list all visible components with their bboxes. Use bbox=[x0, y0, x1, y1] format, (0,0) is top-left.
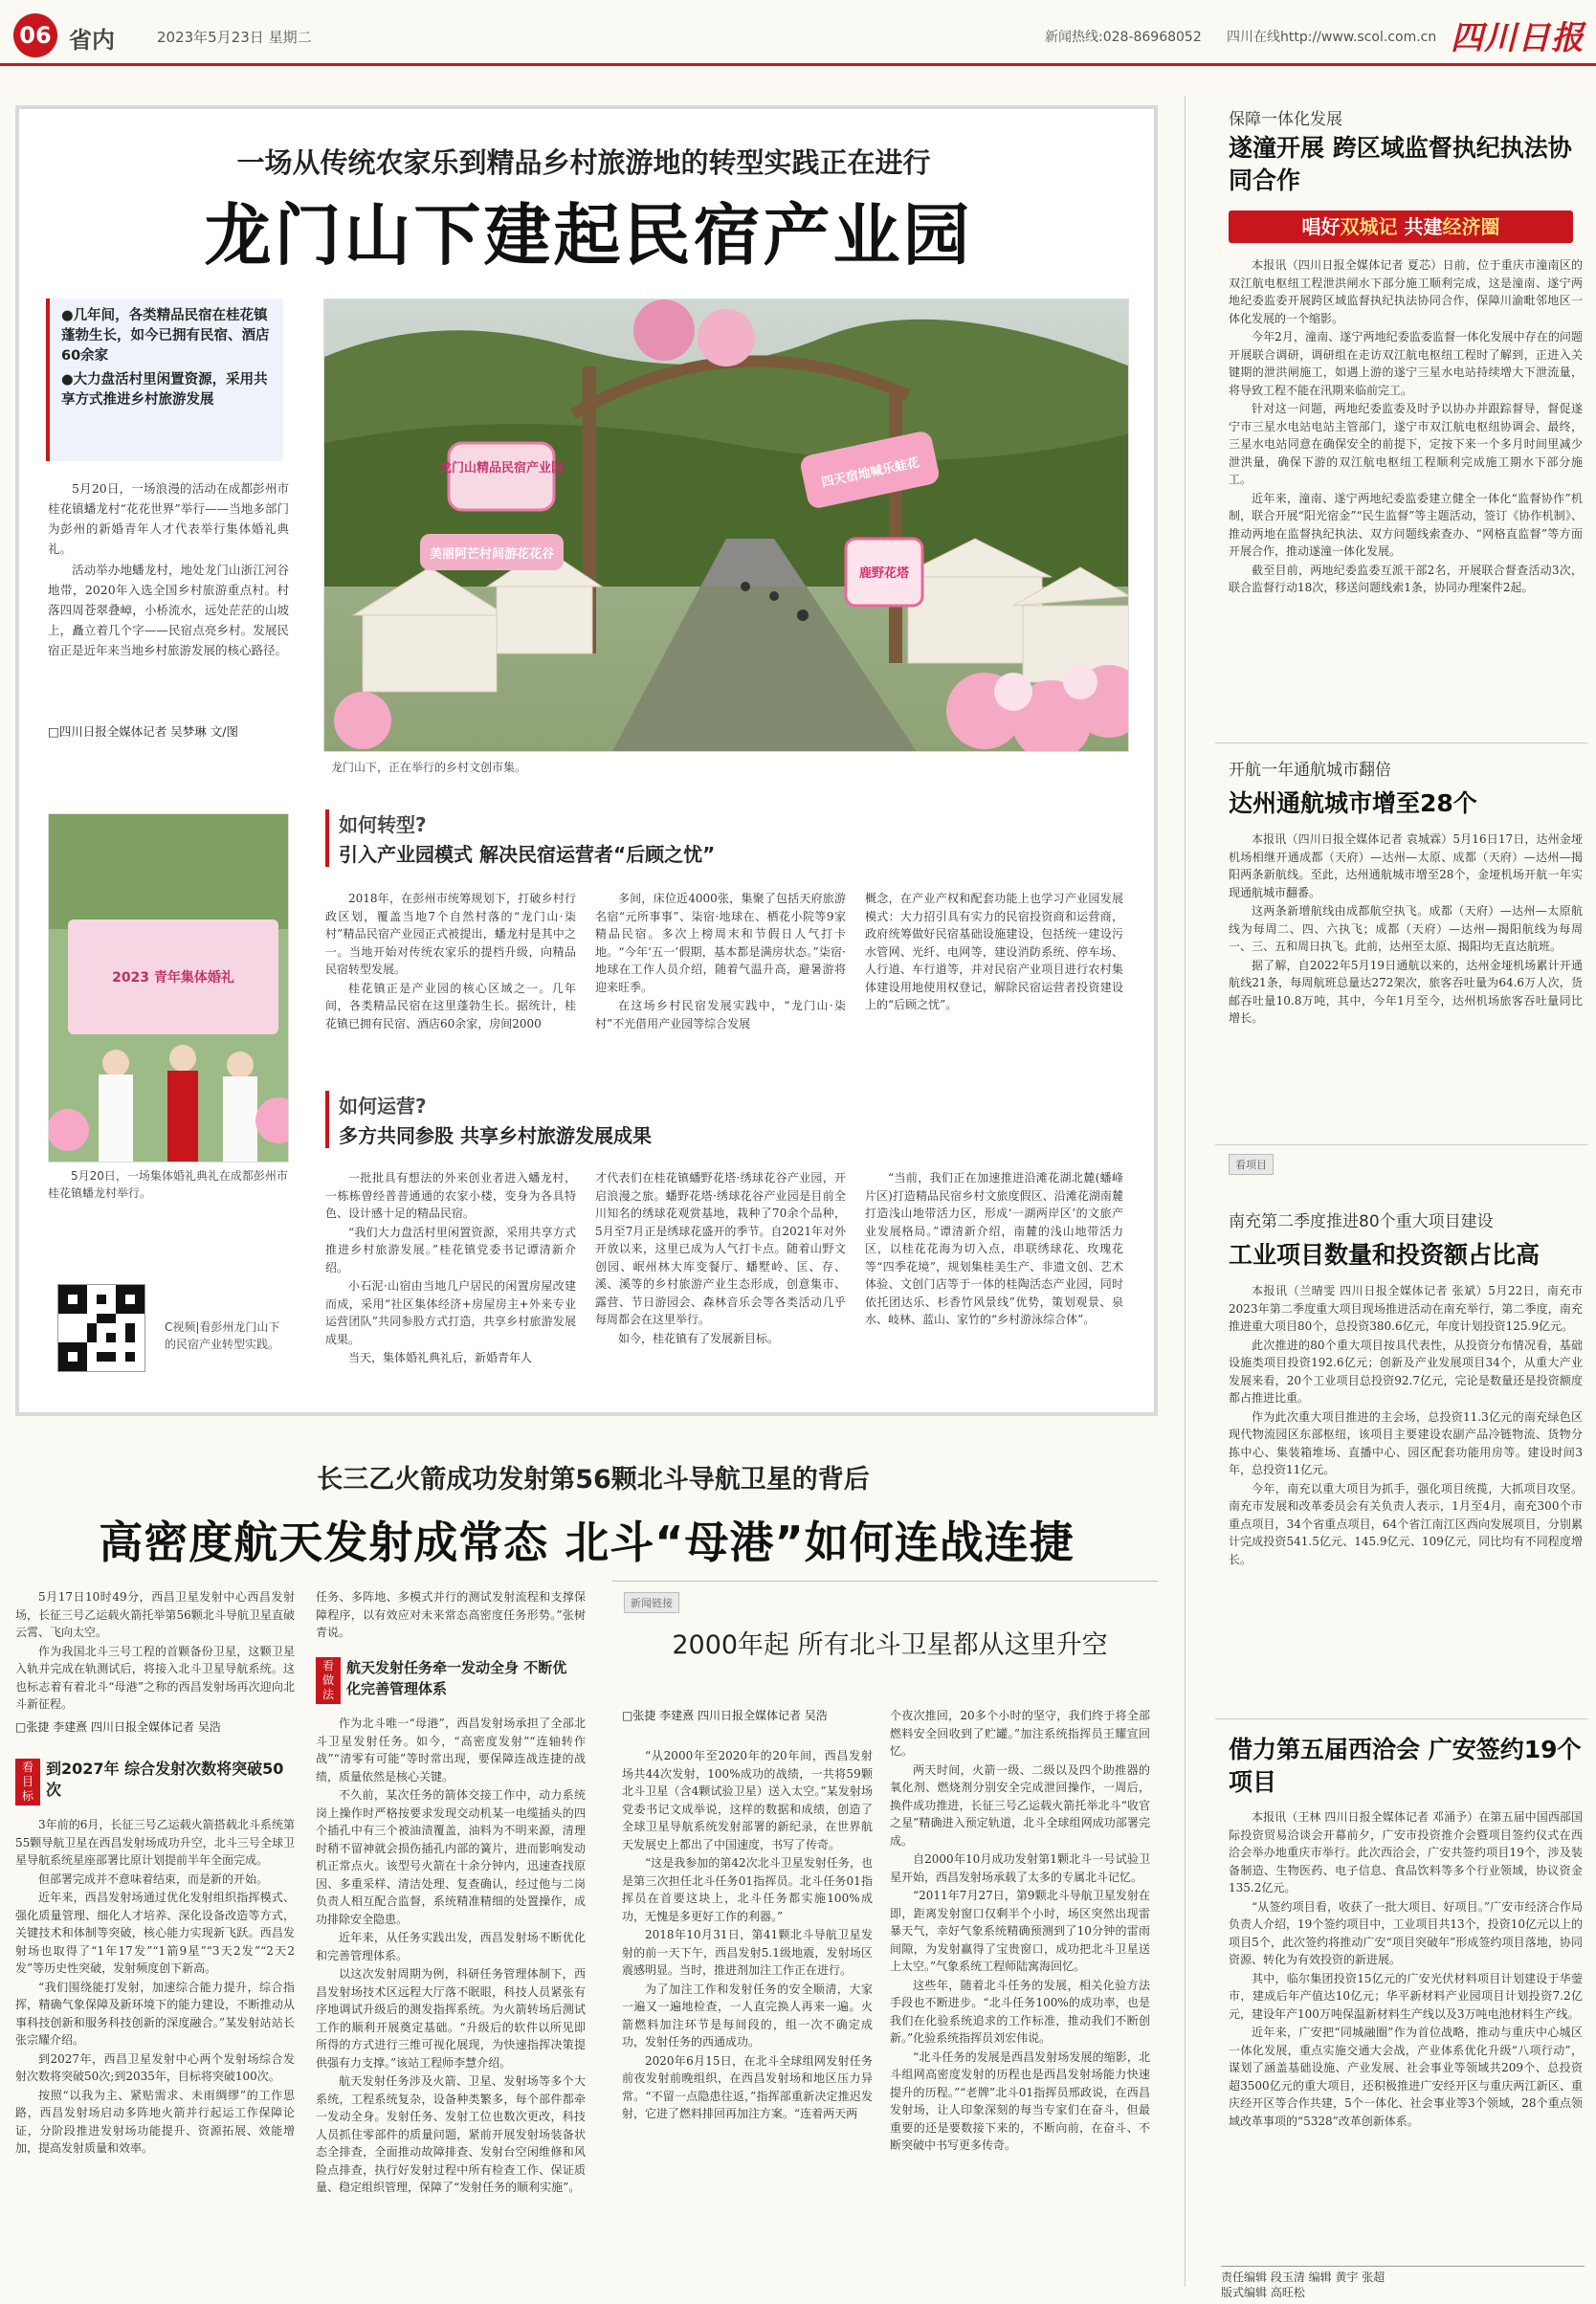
news-link-byline: □张捷 李建熹 四川日报全媒体记者 吴浩 bbox=[622, 1709, 828, 1722]
beidou-byline: □张捷 李建熹 四川日报全媒体记者 吴浩 bbox=[15, 1720, 221, 1734]
article-title: 达州通航城市增至28个 bbox=[1229, 789, 1477, 817]
body-column: 一批批具有想法的外来创业者进入蟠龙村，一栋栋曾经普普通通的农家小楼，变身为各具特色、设计感十足的精品民宿。 “我们大力盘活村里闲置资源，采用共享方式推进乡村旅游发展。”桂花镇党委书记谭清新介绍。 小石泥·山宿由当地几户居民的闲置房屋改建而成，采用“社区集体经济+房屋房主+外来专业运营团队”共同参股方式打造，共享乡村旅游发展成果。 当天，集体婚礼典礼后，新婚青年人 bbox=[325, 1171, 576, 1364]
feature-intro: 5月20日，一场浪漫的活动在成都彭州市桂花镇蟠龙村“花花世界”举行——当地多部门为彭州的新婚青年人才代表举行集体婚礼典礼。 活动举办地蟠龙村，地处龙门山浙江河谷地带，2020年入选全国乡村旅游重点村。村落四周苍翠叠嶂，小桥流水，远处茫茫的山坡上，矗立着几个字——民宿点亮乡村。发展民宿正是近年来当地乡村旅游发展的核心路径。 bbox=[48, 481, 289, 657]
subhead-method bbox=[316, 1657, 586, 1704]
article-body: 本报讯（兰晴雯 四川日报全媒体记者 张斌）5月22日，南充市2023年第二季度重大项目现场推进活动在南充举行，第二季度，南充推进重大项目80个，总投资380.6亿元，年度计划投资125.9亿元。 此次推进的80个重大项目按具代表性，从投资分布情况看，基础设施类项目投资192.6亿元；创新及产业发展项目34个，从重大产业发展来看，20个工业项目总投资92.7亿元，完论是数量还是投资额度都占推进比重。 作为此次重大项目推进的主会场，总投资11.3亿元的南充绿色区现代物流园区东部枢纽，该项目主要建设农副产品冷链物流、货物分拣中心、集装箱堆场、直播中心、园区配套功能用房等。建设时间3年，总投资11亿元。 今年，南充以重大项目为抓手，强化项目统揽，大抓项目攻坚。南充市发展和改革委员会有关负责人表示，1月至4月，南充300个市重点项目，34个省重点项目，64个省江南江区西向发展项目，分别累计完成投资541.5亿元、145.9亿元、109亿元，同比均有不同程度增长。 bbox=[1229, 1284, 1583, 1566]
qr-caption: C视频|看彭州龙门山下的民宿产业转型实践。 bbox=[165, 1320, 280, 1351]
wedding-caption: 5月20日，一场集体婚礼典礼在成都彭州市桂花镇蟠龙村举行。 bbox=[48, 1169, 288, 1200]
header-rule bbox=[0, 63, 1596, 66]
editor-credits bbox=[1221, 2266, 1585, 2300]
subhead-target bbox=[15, 1759, 295, 1806]
method-tag: 看做法 bbox=[316, 1657, 341, 1704]
wedding-photo bbox=[48, 813, 289, 1163]
article-title: 借力第五届西洽会 广安签约19个项目 bbox=[1229, 1736, 1582, 1796]
page-number-badge: 06 bbox=[13, 13, 57, 57]
editor-line: 责任编辑 段玉清 编辑 黄宇 张超 bbox=[1221, 2271, 1385, 2284]
subhead-question: 如何运营? bbox=[339, 1095, 427, 1118]
project-tag: 看项目 bbox=[1229, 1154, 1274, 1175]
market-photo-graphic bbox=[324, 299, 1129, 752]
body-column: 概念，在产业产权和配套功能上也学习产业园发展模式：大力招引具有实力的民宿投资商和运营商，政府统筹做好民宿基础设施建设，包括统一建设污水管网、光纤、电网等，建设消防系统、停车场、人行道、车行道等，并对民宿产业项目进行农村集体建设用地使用权登记，解除民宿运营者投资建设上的“后顾之忧”。 bbox=[865, 892, 1123, 1011]
beidou-lead: 5月17日10时49分，西昌卫星发射中心西昌发射场，长征三号乙运载火箭托举第56颗北斗导航卫星直破云霄、飞向太空。 作为我国北斗三号工程的首颗备份卫星，这颗卫星入轨并完成在轨测试后，将接入北斗卫星导航系统。这也标志着有着北斗“母港”之称的西昌发射场再次迎向北斗新征程。 bbox=[15, 1590, 295, 1711]
body-column: 多间，床位近4000张，集聚了包括天府旅游名宿“元所事事”、柒宿·地球在、栖花小院等9家精品民宿。多次上榜周末和节假日人气打卡地。“今年‘五一’假期，基本都是满房状态。”柒宿·地球在工作人员介绍，随着气温升高，避暑游将迎来旺季。 在这场乡村民宿发展实践中，“龙门山·柒村”不光借用产业园等综合发展 bbox=[595, 892, 846, 1030]
highlight-item: ●几年间，各类精品民宿在桂花镇蓬勃生长，如今已拥有民宿、酒店60余家 bbox=[61, 308, 270, 364]
article-body: 本报讯（王林 四川日报全媒体记者 邓涌予）在第五届中国西部国际投资贸易洽谈会开幕前夕，广安市投资推介会暨项目签约仪式在西洽会举办地重庆市举行。此次西洽会，广安共签约项目19个，涉及装备制造、生物医药、电子信息、食品饮料等多个行业领域，协议资金135.2亿元。 “从签约项目看，收获了一批大项目、好项目。”广安市经济合作局负责人介绍，19个签约项目中，工业项目共13个，投资10亿元以上的项目5个，此次签约将推动广安“项目突破年”形成签约项目落地，协同资源、转化为有效投资的新进展。 其中，临尔集团投资15亿元的广安光伏材料项目计划建设于华蓥市，建成后年产值达10亿元；华平新材料产业园项目计划投资7.2亿元，建设年产100万吨保温新材料生产线以及3万吨电池材料生产线。 近年来，广安把“同城融圈”作为首位战略，推动与重庆中心城区一体化发展，重点实施交通大会战，产业体系优化升级“八项行动”，谋划了涵盖基础设施、产业发展、社会事业等领域共209个、总投资超3500亿元的重大项目，还积极推进广安经开区与重庆两江新区、重庆经开区等合作共建，5个一体化、社会事业等3个领域，28个重点领域改革事项的“5328”改革创新体系。 bbox=[1229, 1810, 1583, 2128]
news-link-column-1: “从2000年至2020年的20年间，西昌发射场共44次发射，100%成功的战绩，一共将59颗北斗卫星（含4颗试验卫星）送入太空。”某发射场党委书记文成举说，这样的数据和成绩，创造了全球卫星导航系统发射部署的新纪录，在世界航天发展史上都出了中国速度，书写了传奇。 “这是我参加的第42次北斗卫星发射任务，也是第三次担任北斗任务01指挥员。北斗任务01指挥员在首要这块上，北斗任务都实施100%成功，无愧是多更好工作的利器。” 2018年10月31日，第41颗北斗导航卫星发射的前一天下午，西昌发射5.1级地震，发射场区震感明显。当时，推进剂加注工作正在进行。 为了加注工作和发射任务的安全顺清，大家一遍又一遍地检查，一人直完换人再来一遍。火箭燃料加注环节是每间段的，组一次不确定成功，发射任务的西通成功。 2020年6月15日，在北斗全球组网发射任务前夜发射前晚组织，在西昌发射场和地区压力异常。“不留一点隐患往返，”指挥部重新决定推迟发射，它进了燃料排回再加注方案。“连着两天两 bbox=[622, 1749, 873, 2120]
market-photo bbox=[323, 299, 1129, 752]
editor-line: 版式编辑 高旺松 bbox=[1221, 2286, 1305, 2299]
wedding-photo-graphic bbox=[49, 814, 289, 1163]
sign-text: 四天宿地喊乐蛙花 bbox=[820, 455, 921, 491]
article-kicker: 保障一体化发展 bbox=[1229, 110, 1342, 129]
qr-code[interactable] bbox=[57, 1284, 145, 1372]
news-link-tag: 新闻链接 bbox=[624, 1592, 679, 1613]
beidou-kicker: 长三乙火箭成功发射第56颗北斗导航卫星的背后 bbox=[317, 1465, 870, 1495]
sign-text: 龙门山精品民宿产业园 bbox=[438, 461, 565, 476]
news-hotline: 新闻热线:028-86968052 bbox=[1045, 30, 1202, 45]
method-heading: 航天发射任务牵一发动全身 不断优化完善管理体系 bbox=[346, 1659, 567, 1697]
highlight-item: ●大力盘活村里闲置资源，采用共享方式推进乡村旅游发展 bbox=[61, 372, 268, 408]
qr-code-graphic bbox=[58, 1285, 144, 1371]
masthead-logo: 四川日报 bbox=[1451, 19, 1585, 57]
banner-keyword: 经济圈 bbox=[1442, 215, 1500, 238]
subhead-how-operate bbox=[325, 1091, 652, 1148]
sign-text: 美丽阿芒村间游花花谷 bbox=[429, 547, 555, 562]
news-link-title: 2000年起 所有北斗卫星都从这里升空 bbox=[672, 1630, 1108, 1660]
highlights-box bbox=[46, 299, 283, 461]
subhead-summary: 多方共同参股 共享乡村旅游发展成果 bbox=[339, 1124, 652, 1147]
article-title: 遂潼开展 跨区域监督执纪执法协同合作 bbox=[1229, 134, 1572, 194]
column-divider bbox=[1185, 96, 1186, 2287]
subhead-question: 如何转型? bbox=[339, 813, 427, 836]
beidou-column-2: 作为北斗唯一“母港”，西昌发射场承担了全部北斗卫星发射任务。如今，“高密度发射”“连轴转作战”“清零有可能”等时常出现，要保障连战连捷的战绩，质量依然是核心关键。 不久前，某次任务的箭体交接工作中，动力系统岗上操作时严格按要求发现交动机某一电缆插头的四个插孔中有三个被油渍覆盖，油料为不明来源，清理时稍不留神就会损伤插孔内部的簧片，进而影响发动机正常点火。该型号火箭在十余分钟内，迅速查找原因、多重采样、清洁处理、复查确认，经过他与二岗负责人相互配合监督，系统精准精细的处置操作，成功排除安全隐患。 近年来，从任务实践出发，西昌发射场不断优化和完善管理体系。 以这次发射周期为例，科研任务管理体制下，西昌发射场技术区远程大厅落不眠眼，科技人员紧张有序地调试升级后的测发指挥系统。为火箭转场后测试工作的顺利开展奠定基础。“升级后的软件以所见即所得的方式进行三维可视化展现，为快速指挥决策提供强有力支撑。”该站工程师李慧介绍。 航天发射任务涉及火箭、卫星、发射场等多个大系统，工程系统复杂，设备种类繁多，每个部件都牵一发动全身。发射任务、发射工位也数次更改，科技人员抓住零部件的质量问题，紧前开展发射场装备状态全排查，全面推动故障排查、发射台空闲维修和风险点排查，执行好发射过程中所有检查工作、保证质量、稳定组织管理，保障了“发射任务的顺利实施”。 bbox=[316, 1717, 586, 2194]
subhead-summary: 引入产业园模式 解决民宿运营者“后顾之忧” bbox=[339, 843, 716, 866]
news-link-column-2: 个夜次推回，20多个小时的坚守，我们终于将全部燃料安全回收到了贮罐。”加注系统指挥员王耀宣回忆。 两天时间，火箭一级、二级以及四个助推器的氧化剂、燃烧剂分别安全完成泄回操作，一周后，换件成功推进，长征三号乙运载火箭托举北斗“收官之星”精确进入预定轨道，北斗全球组网成功部署完成。 自2000年10月成功发射第1颗北斗一号试验卫星开始，西昌发射场承载了太多的专属北斗记忆。 “2011年7月27日，第9颗北斗导航卫星发射在即，距离发射窗口仅剩半个小时，场区突然出现雷暴天气，幸好气象系统精确预测到了10分钟的雷雨间隙，为发射赢得了宝贵窗口，成功把北斗卫星送上太空。”气象系统工程师陆寓海回忆。 这些年，随着北斗任务的发展，相关化验方法手段也不断进步。“北斗任务100%的成功率，也是我们在化验系统追求的工作标准，推动我们不断创新。”化验系统指挥员刘宏伟说。 “北斗任务的发展是西昌发射场发展的缩影，北斗组网高密度发射的历程也是西昌发射场能力快速提升的历程。”“老牌”北斗01指挥员邢政说，在西昌发射场，让人印象深刻的每当专家们在奋斗，但最重要的还是要数接下来的，不断向前，在奋斗、不断突破中书写更多传奇。 bbox=[890, 1709, 1150, 2152]
feature-byline: □四川日报全媒体记者 吴梦琳 文/图 bbox=[48, 724, 238, 739]
target-heading: 到2027年 综合发射次数将突破50次 bbox=[46, 1760, 284, 1799]
body-column: “当前，我们正在加速推进沿滩花湖北麓(蟠峰片区)打造精品民宿乡村文旅度假区、沿滩花湖南麓打造浅山地带活力区，形成‘一湖两岸区’的文旅产业发展格局。”谭清新介绍，南麓的浅山地带活力区，以桂花花海为切入点，串联绣球花、玫瑰花等“四季花境”，规划集桂美生产、非遗文创、艺术体验、文创门店等于一体的桂陶活态产业园，同时依托团达乐、杉香竹风景线”优势，策划观景、泉水、岐林、蓝山、家竹的“乡村游泳综合体”。 bbox=[865, 1171, 1123, 1326]
beidou-title: 高密度航天发射成常态 北斗“母港”如何连战连捷 bbox=[99, 1517, 1075, 1568]
beidou-column-1: 3年前的6月，长征三号乙运载火箭搭载北斗系统第55颗导航卫星在西昌发射场成功升空，北斗三号全球卫星导航系统星座部署比原计划提前半年全面完成。 但部署完成并不意味着结束，而是新的开始。 近年来，西昌发射场通过优化发射组织指挥模式、强化质量管理、细化人才培养、深化设备改造等方式，关键技术和体制等突破，核心能力实现新飞跃。西昌发射场也取得了“1年17发”“1箭9星”“3天2发”“2天2发”等历史性突破，发射频度创下新高。 “我们围绕能打发射，加速综合能力提升，综合指挥，精确气象保障及新环境下的能力建设，不断推动从事科技创新和服务科技创新的深度融合。”某发射站站长张宗耀介绍。 到2027年，西昌卫星发射中心两个发射场综合发射次数将突破50次;到2035年，目标将突破100次。 按照“以我为主、紧贴需求、未雨绸缪”的工作思路，西昌发射场启动多阵地火箭并行起运工作保障论证，分阶段推进发射场功能提升、资源拓展、效能增加，提高发射质量和效率。 bbox=[15, 1818, 295, 2155]
subhead-how-transform bbox=[325, 809, 715, 867]
target-tag: 看目标 bbox=[15, 1759, 40, 1806]
page-header bbox=[0, 0, 1596, 67]
sign-text: 鹿野花塔 bbox=[858, 566, 910, 581]
article-kicker: 开航一年通航城市翻倍 bbox=[1229, 761, 1391, 780]
article-body: 本报讯（四川日报全媒体记者 夏芯）日前，位于重庆市潼南区的双江航电枢纽工程泄洪闸水下部分施工顺利完成，这是潼南、遂宁两地纪委监委开展跨区域监督执纪执法协同合作，保障川渝毗邻地区一体化发展的一个缩影。 今年2月，潼南、遂宁两地纪委监委监督一体化发展中存在的问题开展联合调研，调研组在走访双江航电枢纽工程时了解到，正进入关键期的泄洪闸施工，如遇上游的遂宁三星水电站持续增大下泄流量，将导致工程不能在汛期来临前完工。 针对这一问题，两地纪委监委及时予以协办并跟踪督导，督促遂宁市三星水电站电站主管部门，遂宁市双江航电枢纽协调会、最终，三星水电站同意在确保安全的前提下，定按下来一个多月时间里减少泄洪量，确保下游的双江航电枢纽工程顺利完成施工期水下部分施工。 近年来，潼南、遂宁两地纪委监委建立健全一体化“监督协作”机制，联合开展“阳光宿金”“民生监督”等主题活动，签订《协作机制》、推动两地在监督执纪执法、双方问题线索查办、“网格直监督”等方面开展合作，推动遂潼一体化发展。 截至目前，两地纪委监委互派干部2名，开展联合督查活动3次，联合监督行动18次，移送问题线索1条，协同办理案件2起。 bbox=[1229, 258, 1583, 594]
website-link[interactable]: 四川在线http://www.scol.com.cn bbox=[1227, 30, 1437, 45]
issue-date: 2023年5月23日 星期二 bbox=[157, 29, 312, 46]
divider bbox=[1215, 1144, 1588, 1145]
wedding-banner-text: 2023 青年集体婚礼 bbox=[112, 970, 234, 986]
photo-caption: 龙门山下，正在举行的乡村文创市集。 bbox=[331, 761, 527, 774]
banner-prefix: 唱好 bbox=[1301, 215, 1341, 238]
beidou-column-2-top: 任务、多阵地、多模式并行的测试发射流程和支撑保障程序，以有效应对未来常态高密度任务形势。”张树青说。 bbox=[316, 1590, 586, 1639]
article-kicker: 南充第二季度推进80个重大项目建设 bbox=[1229, 1212, 1494, 1231]
body-column: 2018年，在彭州市统筹规划下，打破乡村行政区划，覆盖当地7个自然村落的“龙门山·柒村”精品民宿产业园正式被提出，蟠龙村是其中之一。当地开始对传统农家乐的提档升级，向精品民宿转型发展。 桂花镇正是产业园的核心区域之一。几年间，各类精品民宿在这里蓬勃生长。据统计，桂花镇已拥有民宿、酒店60余家，房间2000 bbox=[325, 892, 576, 1030]
article-title: 工业项目数量和投资额占比高 bbox=[1229, 1241, 1541, 1269]
banner-mid: 共建 bbox=[1397, 215, 1443, 238]
feature-kicker: 一场从传统农家乐到精品乡村旅游地的转型实践正在进行 bbox=[236, 146, 931, 179]
feature-title: 龙门山下建起民宿产业园 bbox=[204, 196, 973, 275]
section-name: 省内 bbox=[69, 27, 115, 54]
divider bbox=[1215, 1718, 1588, 1719]
body-column: 才代表们在桂花镇蟠野花塔·绣球花谷产业园，开启浪漫之旅。蟠野花塔·绣球花谷产业园是目前全川知名的绣球花观赏基地，栽种了70余个品种，5月至7月正是绣球花盛开的季节。自2021年对外开放以来，这里已成为人气打卡点。随着山野文创园、岷州林大库变餐厅、蟠墅岭、匡、存、溪、溪等的乡村旅游产业生态形成，创意集市、露营、节日游园会、森林音乐会等各类活动几乎每周都会在这里举行。 如今，桂花镇有了发展新目标。 bbox=[595, 1171, 846, 1345]
campaign-banner bbox=[1229, 210, 1573, 243]
divider bbox=[1215, 742, 1588, 743]
article-body: 本报讯（四川日报全媒体记者 袁城霖）5月16日17日，达州金垭机场相继开通成都（天府）—达州—太原、成都（天府）—达州—揭阳两条新航线。至此，达州通航城市增至28个，金垭机场开航一年实现通航城市翻番。 这两条新增航线由成都航空执飞。成都（天府）—达州—太原航线为每周二、四、六执飞；成都（天府）—达州—揭阳航线为每周一、三、五和周日执飞。此前，达州至太原、揭阳均无直达航班。 据了解，自2022年5月19日通航以来的，达州金垭机场累计开通航线21条，每周航班总量达272架次，旅客吞吐量为64.6万人次，货邮吞吐量10.8万吨，其中，今年1月至今，达州机场旅客吞吐量同比增长。 bbox=[1229, 832, 1583, 1025]
banner-keyword: 双城记 bbox=[1340, 215, 1398, 238]
